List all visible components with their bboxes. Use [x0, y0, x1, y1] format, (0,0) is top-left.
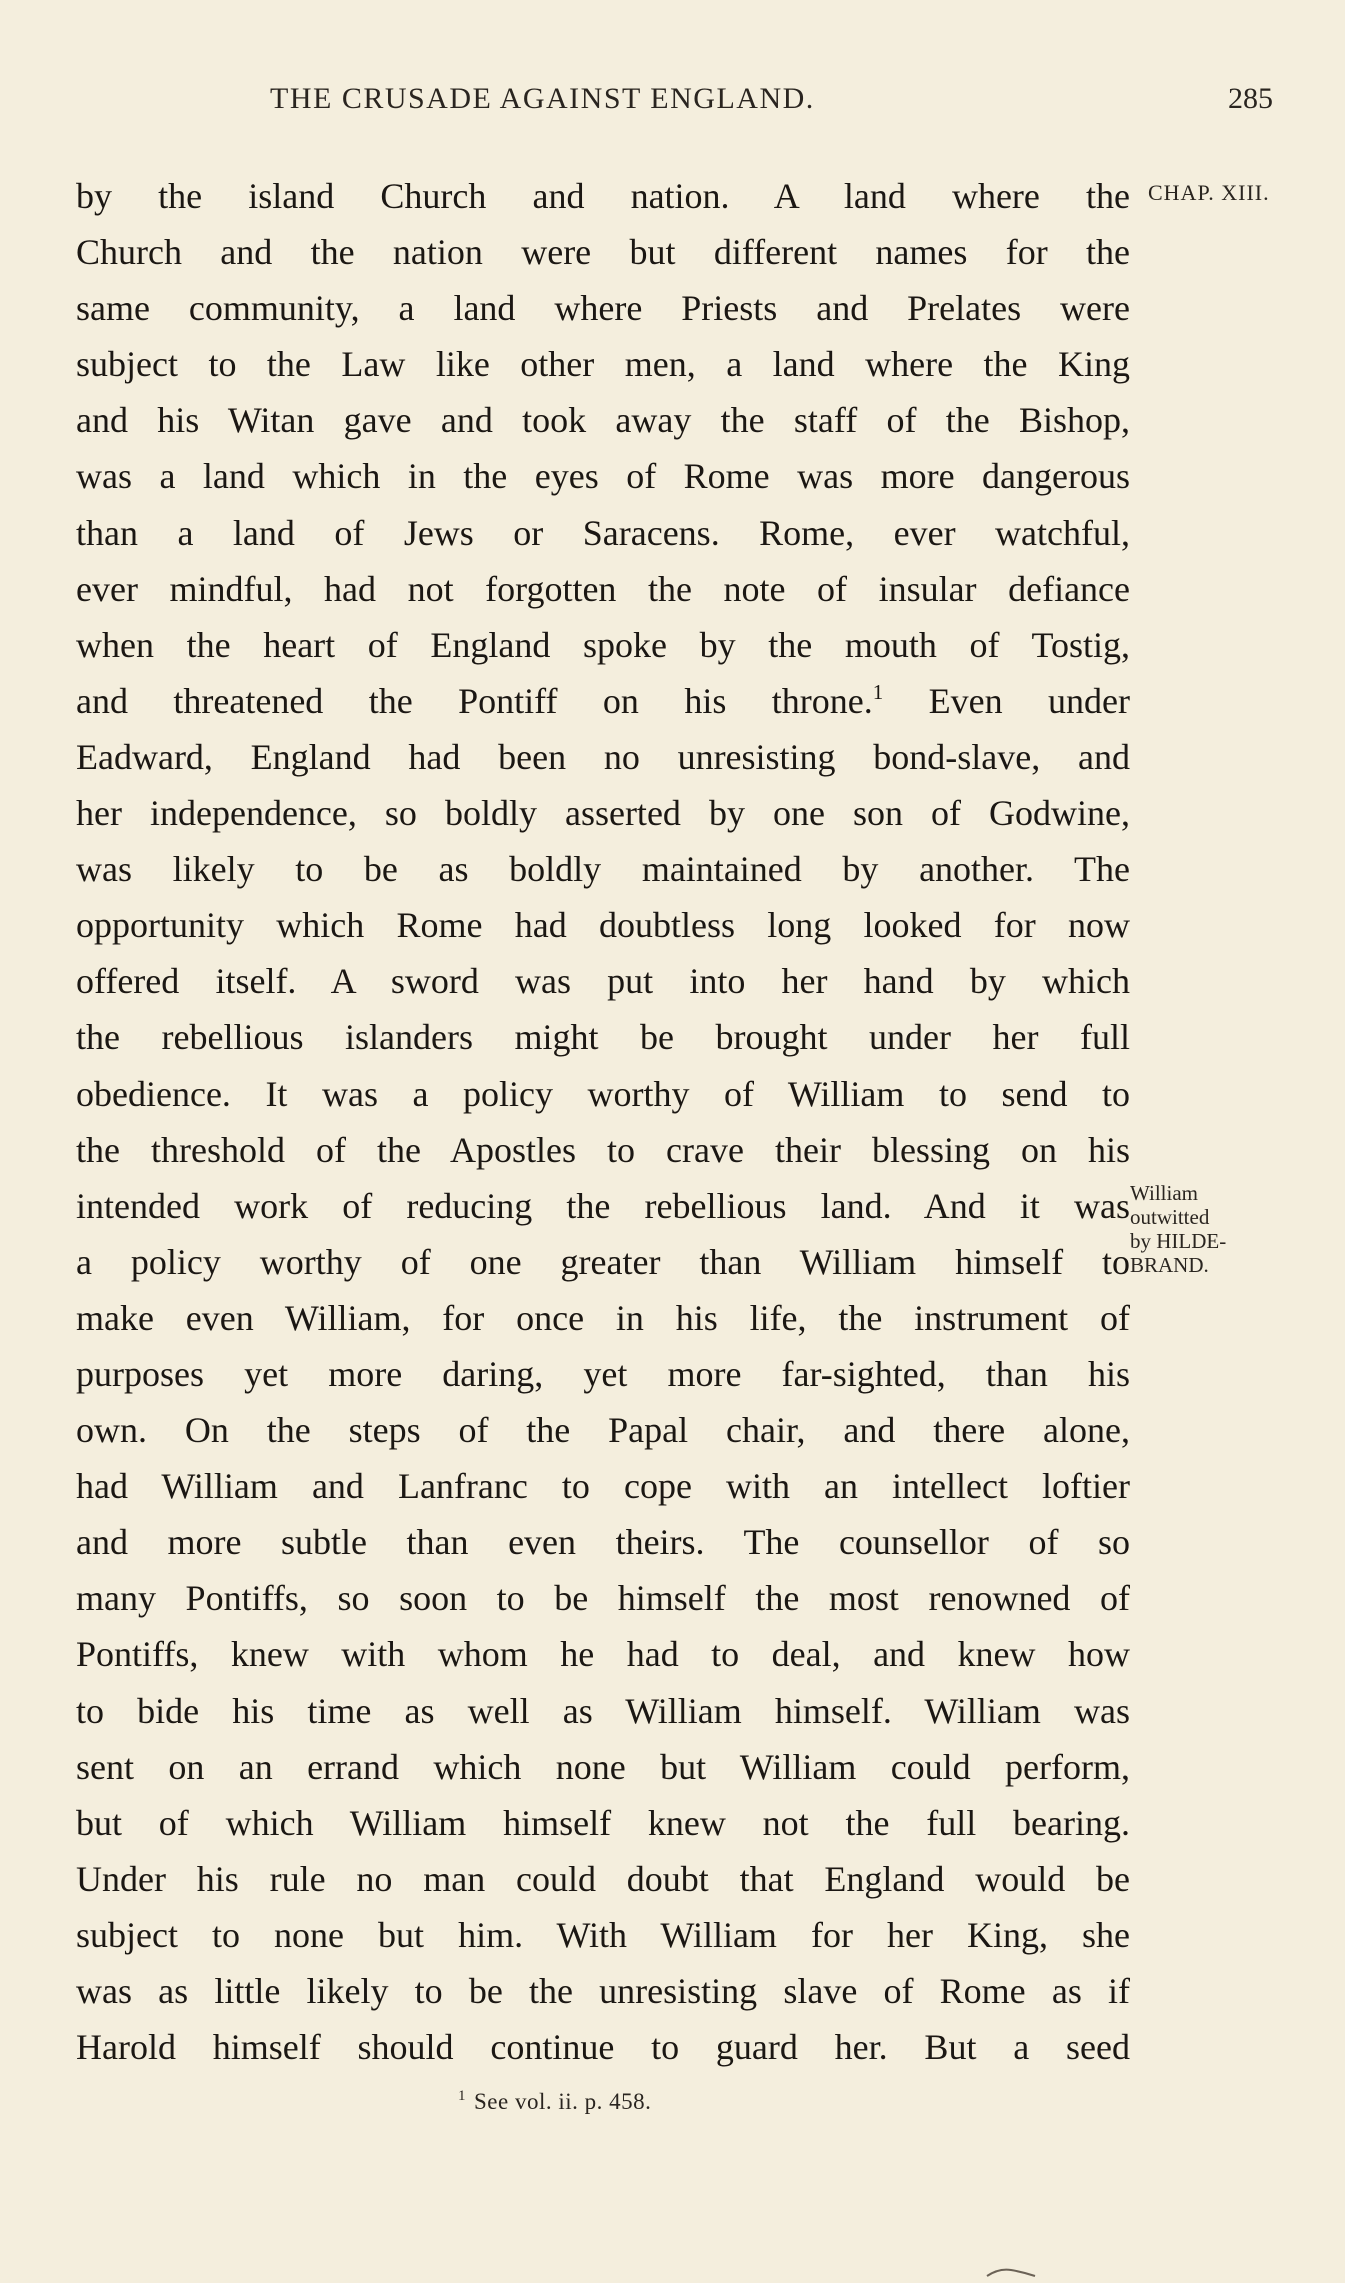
text-line: Harold himself should continue to guard her. But a seed — [76, 2027, 1130, 2068]
text-line: Church and the nation were but different names for the — [76, 232, 1130, 273]
marginal-note-line: William — [1130, 1181, 1198, 1205]
text-line: make even William, for once in his life, the instrument of — [76, 1297, 1130, 1338]
text-line: offered itself. A sword was put into her hand by which — [76, 961, 1130, 1002]
footnote-text: See vol. ii. p. 458. — [474, 2089, 652, 2114]
text-line: opportunity which Rome had doubtless long looked for now — [76, 905, 1130, 946]
running-head — [0, 82, 1345, 122]
text-segment: Even under — [883, 680, 1130, 721]
text-line: was as little likely to be the unresisting slave of Rome as if — [76, 1971, 1130, 2011]
text-line: when the heart of England spoke by the mouth of Tostig, — [76, 624, 1130, 665]
text-line: intended work of reducing the rebellious land. And it was — [76, 1185, 1130, 1226]
text-line: than a land of Jews or Saracens. Rome, ever watchful, — [76, 512, 1130, 553]
text-line: Eadward, England had been no unresisting bond-slave, and — [76, 736, 1130, 777]
text-line: own. On the steps of the Papal chair, and there alone, — [76, 1410, 1130, 1451]
footnote — [458, 2089, 651, 2115]
marginal-note-line: BRAND. — [1130, 1253, 1209, 1277]
text-line: Under his rule no man could doubt that England would be — [76, 1858, 1130, 1899]
text-line: same community, a land where Priests and Prelates were — [76, 288, 1130, 329]
text-line: her independence, so boldly asserted by one son of Godwine, — [76, 793, 1130, 834]
text-line: but of which William himself knew not the full bearing. — [76, 1802, 1130, 1843]
chapter-marginal-note: CHAP. XIII. — [1148, 180, 1270, 205]
text-line: obedience. It was a policy worthy of William to send to — [76, 1073, 1130, 1114]
text-line: many Pontiffs, so soon to be himself the most renowned of — [76, 1578, 1130, 1619]
marginal-note-line: outwitted — [1130, 1205, 1210, 1229]
footnote-reference: 1 — [872, 679, 884, 704]
text-line: and more subtle than even theirs. The counsellor of so — [76, 1522, 1130, 1563]
text-line: subject to none but him. With William for her King, she — [76, 1914, 1130, 1955]
text-line: sent on an errand which none but William could perform, — [76, 1746, 1130, 1787]
footnote-marker: 1 — [458, 2088, 466, 2104]
text-line: by the island Church and nation. A land where the — [76, 176, 1130, 216]
text-line: had William and Lanfranc to cope with an intellect loftier — [76, 1466, 1130, 1507]
text-line: ever mindful, had not forgotten the note of insular defiance — [76, 568, 1130, 609]
text-segment: and threatened the Pontiff on his throne. — [76, 680, 873, 721]
text-line: was a land which in the eyes of Rome was more dangerous — [76, 456, 1130, 497]
marginal-summary-note — [1130, 1181, 1226, 1277]
text-line-with-footnote-ref — [76, 673, 1130, 729]
text-line: a policy worthy of one greater than William himself to — [76, 1241, 1130, 1282]
text-line: Pontiffs, knew with whom he had to deal, and knew how — [76, 1634, 1130, 1675]
text-line: subject to the Law like other men, a land where the King — [76, 344, 1130, 385]
printer-ornament-mark — [985, 2266, 1037, 2278]
text-line: to bide his time as well as William himself. William was — [76, 1690, 1130, 1731]
text-line: was likely to be as boldly maintained by another. The — [76, 849, 1130, 890]
text-line: the threshold of the Apostles to crave their blessing on his — [76, 1129, 1130, 1170]
text-line: purposes yet more daring, yet more far-sighted, than his — [76, 1353, 1130, 1394]
marginal-note-line: by HILDE- — [1130, 1229, 1227, 1253]
text-line: and his Witan gave and took away the staff of the Bishop, — [76, 400, 1130, 441]
text-line: the rebellious islanders might be brought under her full — [76, 1017, 1130, 1058]
page-number: 285 — [1228, 82, 1273, 115]
running-title: THE CRUSADE AGAINST ENGLAND. — [270, 82, 815, 115]
body-text — [76, 168, 1136, 2075]
